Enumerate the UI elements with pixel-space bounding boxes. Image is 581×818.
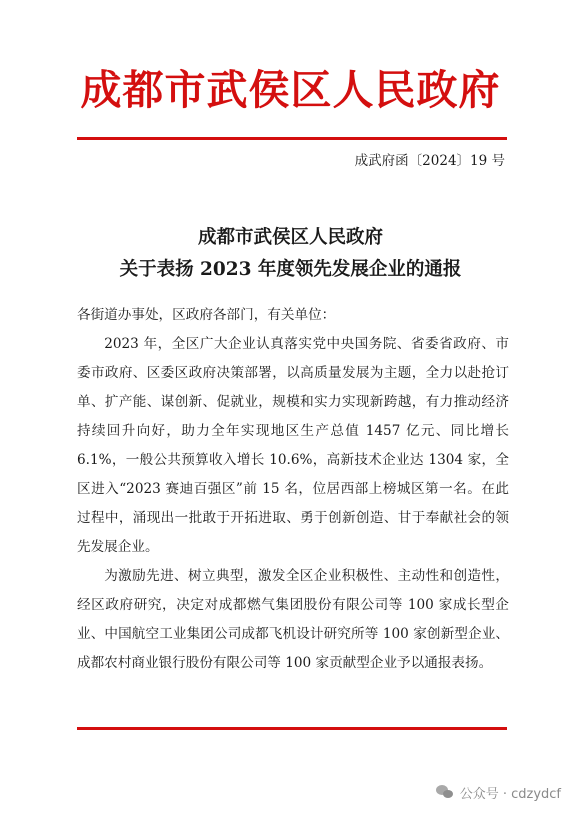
title-line-2: 关于表扬 2023 年度领先发展企业的通报 (119, 259, 462, 280)
watermark-text: 公众号 · cdzydcf (459, 787, 561, 802)
watermark (436, 783, 561, 802)
salutation: 各街道办事处，区政府各部门，有关单位： (77, 307, 336, 323)
body-paragraph-2: 为激励先进、树立典型，激发全区企业积极性、主动性和创造性，经区政府研究，决定对成都燃气集团股份有限公司等 100 家成长型企业、中国航空工业集团公司成都飞机设计研究所等 100 家创新型企业、成都农村商业银行股份有限公司等 100 家贡献型企业予以通报表扬。 (77, 568, 509, 671)
document-title (0, 222, 581, 286)
wechat-icon (436, 785, 454, 800)
body-paragraph-1: 2023 年，全区广大企业认真落实党中央国务院、省委省政府、市委市政府、区委区政府决策部署，以高质量发展为主题，全力以赴抢订单、扩产能、谋创新、促就业，规模和实力实现新跨越，有力推动经济持续回升向好，助力全年实现地区生产总值 1457 亿元、同比增长 6.1%，一般公共预算收入增长 10.6%，高新技术企业达 1304 家，全区进入“2023 赛迪百强区”前 15 名，位居西部上榜城区第一名。在此过程中，涌现出一批敢于开拓进取、勇于创新创造、甘于奉献社会的领先发展企业。 (77, 336, 509, 555)
document-body (77, 301, 509, 678)
footer-red-rule (77, 727, 507, 730)
header-red-rule (77, 137, 507, 140)
document-number: 成武府函〔2024〕19 号 (354, 153, 505, 169)
title-line-1: 成都市武侯区人民政府 (197, 227, 383, 248)
issuer-header: 成都市武侯区人民政府 (80, 66, 501, 114)
